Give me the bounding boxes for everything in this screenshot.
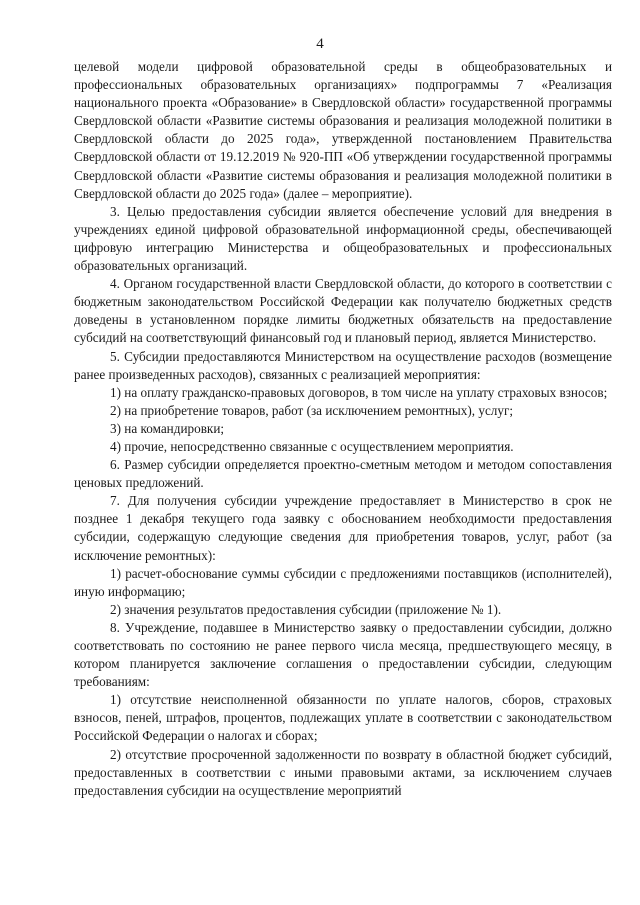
list-item-5-1: 1) на оплату гражданско-правовых договоров, в том числе на уплату страховых взносов; [110,384,608,400]
paragraph-clause-5: 5. Субсидии предоставляются Министерством на осуществление расходов (возмещение ранее произведенных расходов), связанных с реализацией мероприятия: [74,348,612,382]
list-item-7-2: 2) значения результатов предоставления субсидии (приложение № 1). [110,601,502,617]
list-item-7-1: 1) расчет-обоснование суммы субсидии с предложениями поставщиков (исполнителей), иную информацию; [74,565,612,599]
list-item-8-2: 2) отсутствие просроченной задолженности по возврату в областной бюджет субсидий, предоставленных в соответствии с иными правовыми актами, за исключением случаев предоставления субсидии на осуществление мероприятий [74,746,612,798]
paragraph-clause-8: 8. Учреждение, подавшее в Министерство заявку о предоставлении субсидии, должно соответствовать по состоянию не ранее первого числа месяца, предшествующего месяцу, в котором планируется заключение соглашения о предоставлении субсидии, следующим требованиям: [74,619,612,690]
paragraph-clause-7: 7. Для получения субсидии учреждение предоставляет в Министерство в срок не позднее 1 декабря текущего года заявку с обоснованием необходимости предоставления субсидии, содержащую следующие сведения для приобретения товаров, услуг, работ (за исключение ремонтных): [74,493,612,563]
paragraph-clause-3: 3. Целью предоставления субсидии является обеспечение условий для внедрения в учреждениях единой цифровой образовательной информационной среды, обеспечивающей цифровую интеграцию Министерства и общеобразовательных и профессиональных образовательных организаций. [74,203,612,274]
list-item-5-3: 3) на командировки; [110,420,225,436]
paragraph-clause-4: 4. Органом государственной власти Свердловской области, до которого в соответствии с бюджетным законодательством Российской Федерации как получателю бюджетных средств доведены в установленном порядке лимиты бюджетных обязательств на предоставление субсидий на соответствующий финансовый год и плановый период, является Министерство. [74,276,612,346]
page-number: 4 [316,36,324,52]
paragraph-clause-6: 6. Размер субсидии определяется проектно-сметным методом и методом сопоставления ценовых предложений. [74,457,612,491]
list-item-5-2: 2) на приобретение товаров, работ (за исключением ремонтных), услуг; [110,402,514,418]
list-item-5-4: 4) прочие, непосредственно связанные с осуществлением мероприятия. [110,438,514,454]
list-item-8-1: 1) отсутствие неисполненной обязанности по уплате налогов, сборов, страховых взносов, пеней, штрафов, процентов, подлежащих уплате в соответствии с законодательством Российской Федерации о налогах и сборах; [74,692,612,744]
document-body [74,58,612,800]
paragraph-continuation: целевой модели цифровой образовательной среды в общеобразовательных и профессиональных образовательных организациях» подпрограммы 7 «Реализация национального проекта «Образование» в Свердловской области» государственной программы Свердловской области «Развитие системы образования и реализация молодежной политики в Свердловской области до 2025 года», утвержденной постановлением Правительства Свердловской области от 19.12.2019 № 920-ПП «Об утверждении государственной программы Свердловской области «Развитие системы образования и реализация молодежной политики в Свердловской области до 2025 года» (далее – мероприятие). [74,59,612,201]
